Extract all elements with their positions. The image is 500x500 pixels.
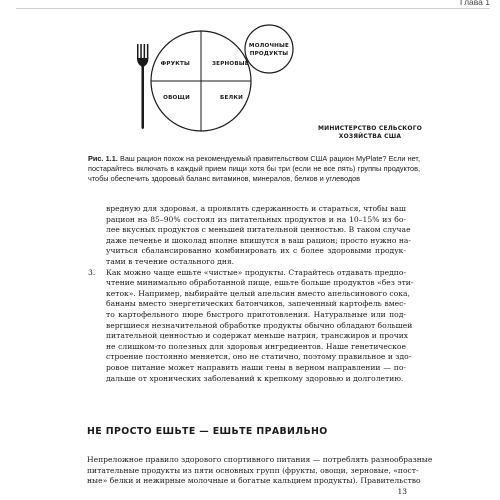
- fork-icon: [137, 44, 148, 129]
- section-heading: НЕ ПРОСТО ЕШЬТЕ — ЕШЬТЕ ПРАВИЛЬНО: [87, 426, 328, 437]
- section-body-text: [87, 455, 433, 487]
- body-line: чтение минимально обработанной пище, ешьте больше продуктов «без эти-: [106, 278, 414, 288]
- running-head: Глава 1: [459, 0, 490, 7]
- dairy-label-line1: МОЛОЧНЫЕ: [248, 43, 290, 49]
- body-line: тами в течение остального дня.: [106, 256, 235, 266]
- plate-label-protein: БЕЛКИ: [220, 95, 243, 101]
- body-line: вредную для здоровья, а проявлять сдержанность и стараться, чтобы ваш: [106, 204, 406, 213]
- body-line: питательной ценностью и содержат меньше натрия, трансжиров и прочих: [106, 331, 409, 341]
- section-line: питательные продукты из пяти основных групп (фрукты, овощи, зерновые, «пост-: [87, 465, 419, 475]
- section-line: Непреложное правило здорового спортивного питания — потреблять разнообразные: [87, 455, 433, 464]
- page-number: 13: [397, 487, 407, 496]
- figure-source-line1: МИНИСТЕРСТВО СЕЛЬСКОГО: [317, 125, 423, 132]
- body-line: учиться сбалансированно комбинировать их с более здоровыми продук-: [106, 246, 406, 256]
- body-line: даже печенье и шоколад вполне впишутся в ваш рацион; просто нужно на-: [106, 235, 411, 245]
- figure-source-label: [315, 125, 425, 141]
- body-line: бананы вместо энергетических батончиков, запеченный картофель вмес-: [106, 299, 406, 309]
- dairy-label-line2: ПРОДУКТЫ: [249, 51, 289, 57]
- figure-source-line2: ХОЗЯЙСТВА США: [338, 133, 402, 140]
- plate-label-fruits: ФРУКТЫ: [160, 61, 190, 67]
- myplate-figure: [0, 0, 500, 145]
- plate-label-grains: ЗЕРНОВЫЕ: [212, 61, 249, 67]
- body-line: не слишком-то полезных для здоровья ингредиентов. Наше генетическое: [106, 341, 406, 351]
- dairy-circle: [245, 25, 293, 73]
- plate-label-vegetables: ОВОЩИ: [163, 95, 190, 101]
- body-line: строение постоянно меняется, оно не статично, поэтому правильное и здо-: [106, 352, 412, 362]
- body-line: кеток». Например, выбирайте целый апельсин вместо апельсинового сока,: [106, 288, 410, 298]
- figure-caption-label: Рис. 1.1.: [88, 154, 118, 163]
- section-line: ные» белки и нежирные молочные и богатые кальцием продукты). Правительство: [87, 476, 421, 486]
- body-line: ровое питание может направить наши гены в верном направлении — по-: [106, 362, 406, 372]
- figure-caption: [88, 154, 420, 183]
- list-item-number: 3.: [88, 267, 96, 277]
- body-line: Как можно чаще ешьте «чистые» продукты. Старайтесь отдавать предпо-: [106, 267, 406, 277]
- body-line: лее вкусных продуктов с меньшей питательной ценностью. В таком случае: [106, 225, 411, 235]
- body-line: дальше от хронических заболеваний к крепкому здоровью и долголетию.: [106, 373, 404, 383]
- body-line: вергшиеся незначительной обработке продукты обычно обладают большей: [106, 320, 413, 330]
- body-line: то картофельного пюре быстрого приготовления. Натуральные или под-: [106, 309, 406, 319]
- body-line: рацион на 85–90% состоял из питательных продуктов и на 10–15% из бо-: [106, 214, 406, 224]
- figure-caption-text: Ваш рацион похож на рекомендуемый правительством США рацион MyPlate? Если нет, постарайтесь включать в каждый прием пищи хотя бы три (если не все пять) группы продуктов, чтобы обеспечить здоровый баланс витаминов, минералов, белков и углеводов: [88, 154, 420, 183]
- body-text: [88, 204, 414, 384]
